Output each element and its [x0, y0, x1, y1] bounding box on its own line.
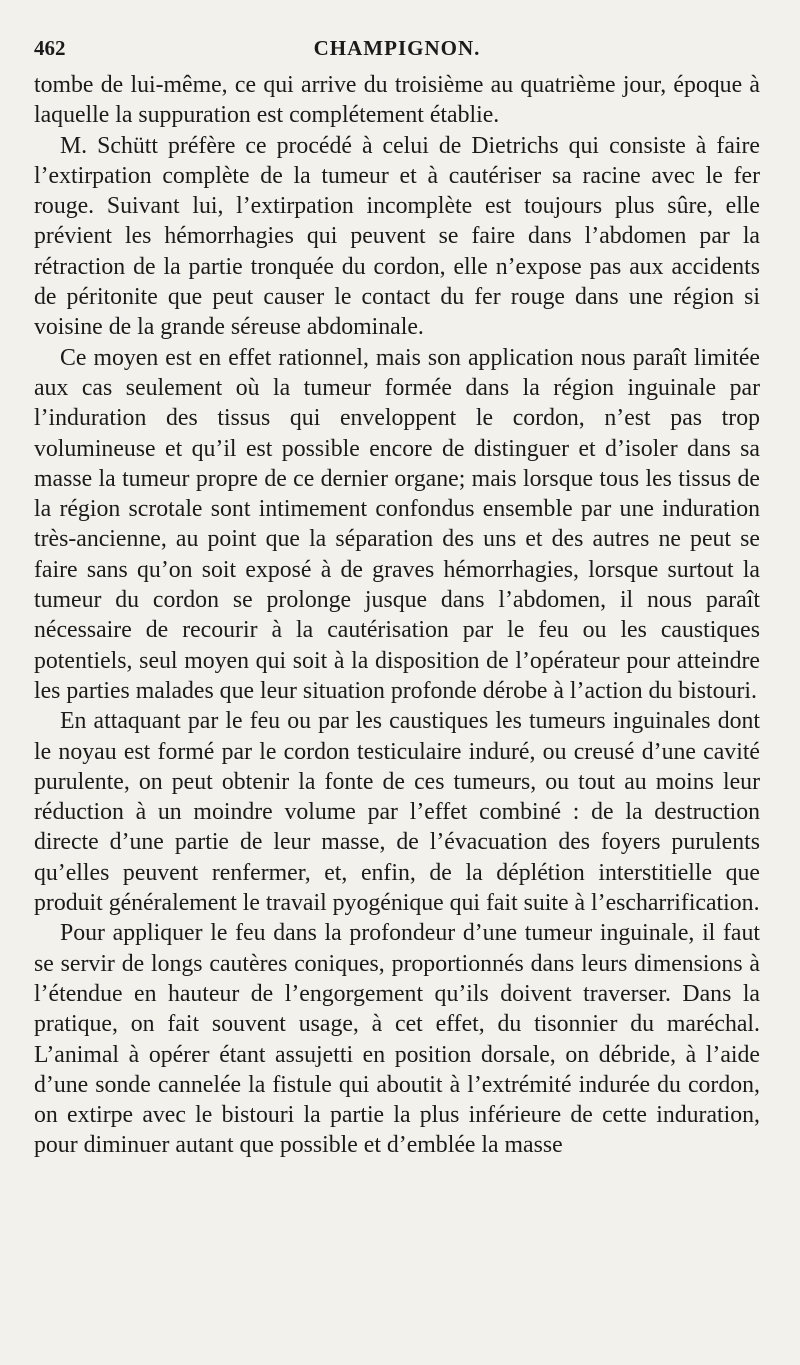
paragraph: Pour appliquer le feu dans la profondeur d’une tumeur inguinale, il faut se servir de longs cautères coniques, proportionnés dans leurs dimensions à l’étendue en hauteur de l’engorgement qu’ils doivent traverser. Dans la pratique, on fait souvent usage, à cet effet, du tisonnier du maréchal. L’animal à opérer étant assujetti en position dorsale, on débride, à l’aide d’une sonde cannelée la fistule qui aboutit à l’extrémité indurée du cordon, on extirpe avec le bistouri la partie la plus inférieure de cette induration, pour diminuer autant que possible et d’emblée la masse — [34, 920, 760, 1159]
page-number: 462 — [34, 36, 66, 60]
paragraph-continuation: tombe de lui-même, ce qui arrive du troisième au quatrième jour, époque à laquelle la suppuration est complétement établie. — [34, 72, 760, 129]
paragraph: M. Schütt préfère ce procédé à celui de Dietrichs qui consiste à faire l’extirpation complète de la tumeur et à cautériser sa racine avec le fer rouge. Suivant lui, l’extirpation incomplète est toujours plus sûre, elle prévient les hémorrhagies qui peuvent se faire dans l’abdomen par la rétraction de la partie tronquée du cordon, elle n’expose pas aux accidents de péritonite que peut causer le contact du fer rouge dans une région si voisine de la grande séreuse abdominale. — [34, 132, 760, 341]
paragraph: Ce moyen est en effet rationnel, mais son application nous paraît limitée aux cas seulement où la tumeur formée dans la région inguinale par l’induration des tissus qui enveloppent le cordon, n’est pas trop volumineuse et qu’il est possible encore de distinguer et d’isoler dans sa masse la tumeur propre de ce dernier organe; mais lorsque tous les tissus de la région scrotale sont intimement confondus ensemble par une induration très-ancienne, au point que la séparation des uns et des autres ne peut se faire sans qu’on soit exposé à de graves hémorrhagies, lorsque surtout la tumeur du cordon se prolonge jusque dans l’abdomen, il nous paraît nécessaire de recourir à la cautérisation par le feu ou les caustiques potentiels, seul moyen qui soit à la disposition de l’opérateur pour atteindre les parties malades que leur situation profonde dérobe à l’action du bistouri. — [34, 344, 760, 704]
running-title: CHAMPIGNON. — [313, 36, 481, 60]
page-header — [34, 36, 760, 70]
paragraph: En attaquant par le feu ou par les caustiques les tumeurs inguinales dont le noyau est formé par le cordon testiculaire induré, ou creusé d’une cavité purulente, on peut obtenir la fonte de ces tumeurs, ou tout au moins leur réduction à un moindre volume par l’effet combiné : de la destruction directe d’une partie de leur masse, de l’évacuation des foyers purulents qu’elles peuvent renfermer, et, enfin, de la déplétion interstitielle que produit généralement le travail pyogénique qui fait suite à l’escharrification. — [34, 708, 760, 917]
body-text — [34, 70, 760, 1161]
